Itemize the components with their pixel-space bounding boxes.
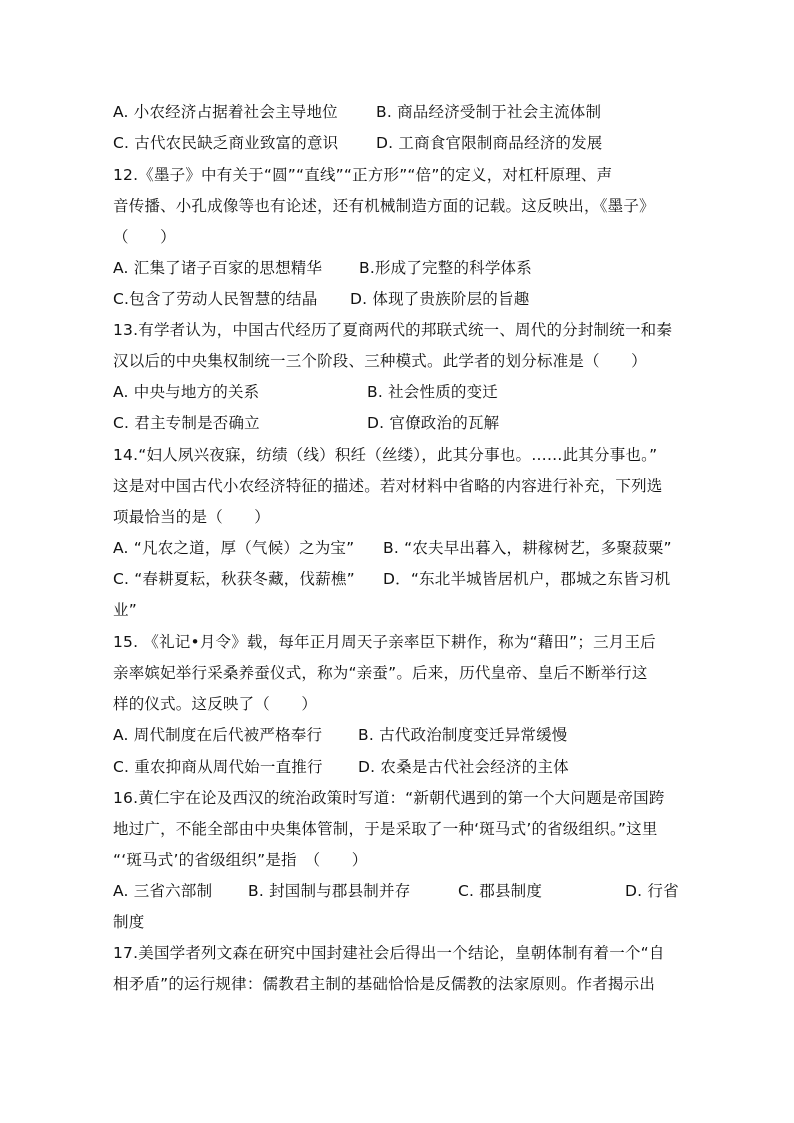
q14-stem-line-3: 项最恰当的是（ ） bbox=[113, 508, 271, 526]
q11-option-c: C. 古代农民缺乏商业致富的意识 bbox=[113, 134, 339, 152]
q16-stem-line-1: 16.黄仁宇在论及西汉的统治政策时写道：“新朝代遇到的第一个大问题是帝国跨 bbox=[113, 789, 665, 807]
q14-option-d: D．“东北半城皆居机户，郡城之东皆习机 bbox=[383, 570, 671, 588]
q12-option-b: B.形成了完整的科学体系 bbox=[359, 259, 532, 277]
q16-option-a: A. 三省六部制 bbox=[113, 882, 213, 900]
q12-stem-line-3: （ ） bbox=[113, 228, 176, 246]
q11-option-b: B. 商品经济受制于社会主流体制 bbox=[376, 103, 602, 121]
q13-option-a: A. 中央与地方的关系 bbox=[113, 383, 260, 401]
q16-option-b: B. 封国制与郡县制并存 bbox=[248, 882, 411, 900]
q14-option-a: A. “凡农之道，厚（气候）之为宝” bbox=[113, 539, 355, 557]
q14-stem-line-1: 14.“妇人夙兴夜寐，纺绩（线）积纴（丝缕），此其分事也。……此其分事也。” bbox=[113, 446, 658, 464]
q13-stem-line-1: 13.有学者认为，中国古代经历了夏商两代的邦联式统一、周代的分封制统一和秦 bbox=[113, 321, 673, 339]
q16-option-c: C. 郡县制度 bbox=[458, 882, 543, 900]
q15-option-c: C. 重农抑商从周代始一直推行 bbox=[113, 758, 323, 776]
q15-stem-line-3: 样的仪式。这反映了（ ） bbox=[113, 695, 318, 713]
q13-option-b: B. 社会性质的变迁 bbox=[367, 383, 498, 401]
q12-stem-line-2: 音传播、小孔成像等也有论述，还有机械制造方面的记载。这反映出，《墨子》 bbox=[113, 197, 655, 215]
q14-option-d-continued: 业” bbox=[113, 601, 137, 619]
q12-stem-line-1: 12.《墨子》中有关于“圆”“直线”“正方形”“倍”的定义，对杠杆原理、声 bbox=[113, 166, 613, 184]
q15-stem-line-1: 15. 《礼记•月令》载，每年正月周天子亲率臣下耕作，称为“藉田”；三月王后 bbox=[113, 633, 656, 651]
q17-stem-line-2: 相矛盾”的运行规律：儒教君主制的基础恰恰是反儒教的法家原则。作者揭示出 bbox=[113, 975, 656, 993]
q11-option-a: A. 小农经济占据着社会主导地位 bbox=[113, 103, 338, 121]
q15-option-d: D. 农桑是古代社会经济的主体 bbox=[358, 758, 569, 776]
q17-stem-line-1: 17.美国学者列文森在研究中国封建社会后得出一个结论，皇朝体制有着一个“自 bbox=[113, 944, 665, 962]
q14-stem-line-2: 这是对中国古代小农经济特征的描述。若对材料中省略的内容进行补充，下列选 bbox=[113, 477, 663, 495]
q15-stem-line-2: 亲率嫔妃举行采桑养蚕仪式，称为“亲蚕”。后来，历代皇帝、皇后不断举行这 bbox=[113, 664, 648, 682]
q14-option-c: C. “春耕夏耘，秋获冬藏，伐薪樵” bbox=[113, 570, 355, 588]
q16-option-d: D. 行省 bbox=[625, 882, 679, 900]
q12-option-a: A. 汇集了诸子百家的思想精华 bbox=[113, 259, 323, 277]
q13-option-c: C. 君主专制是否确立 bbox=[113, 414, 260, 432]
q16-stem-line-2: 地过广，不能全部由中央集体管制，于是采取了一种‘斑马式’的省级组织。”这里 bbox=[113, 820, 658, 838]
q16-option-d-continued: 制度 bbox=[113, 913, 145, 931]
q13-option-d: D. 官僚政治的瓦解 bbox=[367, 414, 500, 432]
q16-stem-line-3: “‘斑马式’的省级组织”是指 （ ） bbox=[113, 851, 368, 869]
q12-option-d: D. 体现了贵族阶层的旨趣 bbox=[350, 290, 530, 308]
q11-option-d: D. 工商食官限制商品经济的发展 bbox=[376, 134, 603, 152]
q15-option-b: B. 古代政治制度变迁异常缓慢 bbox=[358, 726, 568, 744]
q14-option-b: B. “农夫早出暮入，耕稼树艺，多聚菽粟” bbox=[383, 539, 672, 557]
q15-option-a: A. 周代制度在后代被严格奉行 bbox=[113, 726, 323, 744]
q12-option-c: C.包含了劳动人民智慧的结晶 bbox=[113, 290, 318, 308]
q13-stem-line-2: 汉以后的中央集权制统一三个阶段、三种模式。此学者的划分标准是（ ） bbox=[113, 352, 647, 370]
